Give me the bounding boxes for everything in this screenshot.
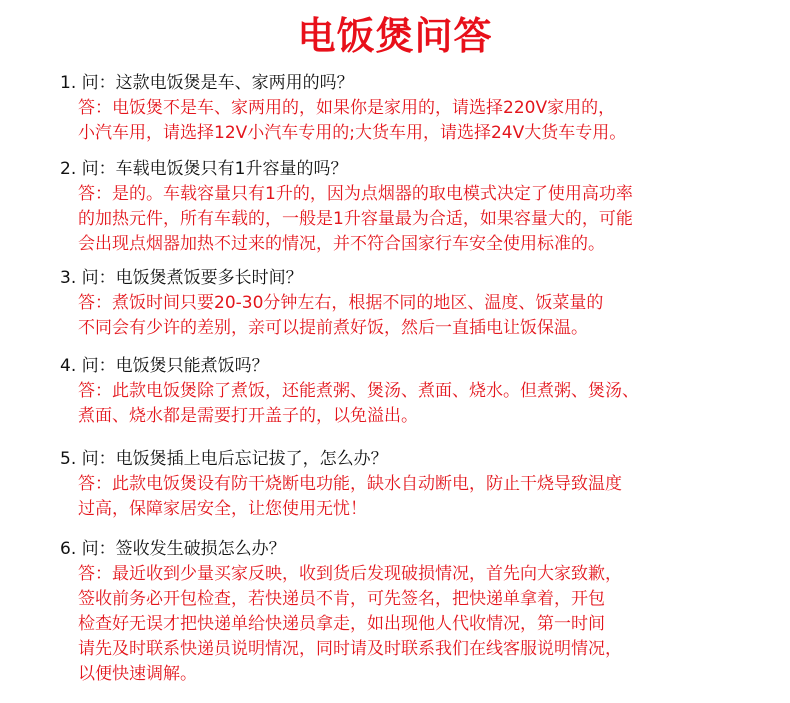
answer-2-line-1: 答：是的。车载容量只有1升的，因为点烟器的取电模式决定了使用高功率: [78, 184, 633, 204]
question-4: 4. 问：电饭煲只能煮饭吗？: [60, 356, 269, 376]
answer-1-line-2: 小汽车用，请选择12V小汽车专用的;大货车用，请选择24V大货车专用。: [78, 123, 627, 143]
qa-item-2: [60, 157, 780, 257]
answer-3-line-1: 答：煮饭时间只要20-30分钟左右，根据不同的地区、温度、饭菜量的: [78, 293, 604, 313]
answer-6-line-4: 请先及时联系快递员说明情况，同时请及时联系我们在线客服说明情况，: [78, 639, 622, 659]
question-2: 2. 问：车载电饭煲只有1升容量的吗？: [60, 159, 348, 179]
page-title: 电饭煲问答: [297, 14, 493, 58]
qa-item-6: [60, 537, 780, 687]
qa-item-3: [60, 266, 780, 341]
answer-5-line-2: 过高，保障家居安全，让您使用无忧！: [78, 499, 367, 519]
answer-5-line-1: 答：此款电饭煲设有防干烧断电功能，缺水自动断电，防止干烧导致温度: [78, 474, 622, 494]
question-5: 5. 问：电饭煲插上电后忘记拔了，怎么办？: [60, 449, 388, 469]
answer-4-line-2: 煮面、烧水都是需要打开盖子的，以免溢出。: [78, 406, 418, 426]
answer-3-line-2: 不同会有少许的差别，亲可以提前煮好饭，然后一直插电让饭保温。: [78, 318, 588, 338]
question-3: 3. 问：电饭煲煮饭要多长时间？: [60, 268, 303, 288]
qa-item-1: [60, 71, 780, 146]
question-6: 6. 问：签收发生破损怎么办？: [60, 539, 286, 559]
question-1: 1. 问：这款电饭煲是车、家两用的吗？: [60, 73, 354, 93]
answer-6-line-1: 答：最近收到少量买家反映，收到货后发现破损情况，首先向大家致歉，: [78, 564, 622, 584]
qa-item-5: [60, 447, 780, 522]
answer-1-line-1: 答：电饭煲不是车、家两用的，如果你是家用的，请选择220V家用的，: [78, 98, 616, 118]
answer-6-line-3: 检查好无误才把快递单给快递员拿走，如出现他人代收情况，第一时间: [78, 614, 605, 634]
answer-2-line-3: 会出现点烟器加热不过来的情况，并不符合国家行车安全使用标准的。: [78, 234, 605, 254]
answer-4-line-1: 答：此款电饭煲除了煮饭，还能煮粥、煲汤、煮面、烧水。但煮粥、煲汤、: [78, 381, 639, 401]
answer-6-line-5: 以便快速调解。: [78, 664, 197, 684]
answer-6-line-2: 签收前务必开包检查，若快递员不肯，可先签名，把快递单拿着，开包: [78, 589, 605, 609]
qa-item-4: [60, 354, 780, 429]
answer-2-line-2: 的加热元件，所有车载的，一般是1升容量最为合适，如果容量大的，可能: [78, 209, 633, 229]
